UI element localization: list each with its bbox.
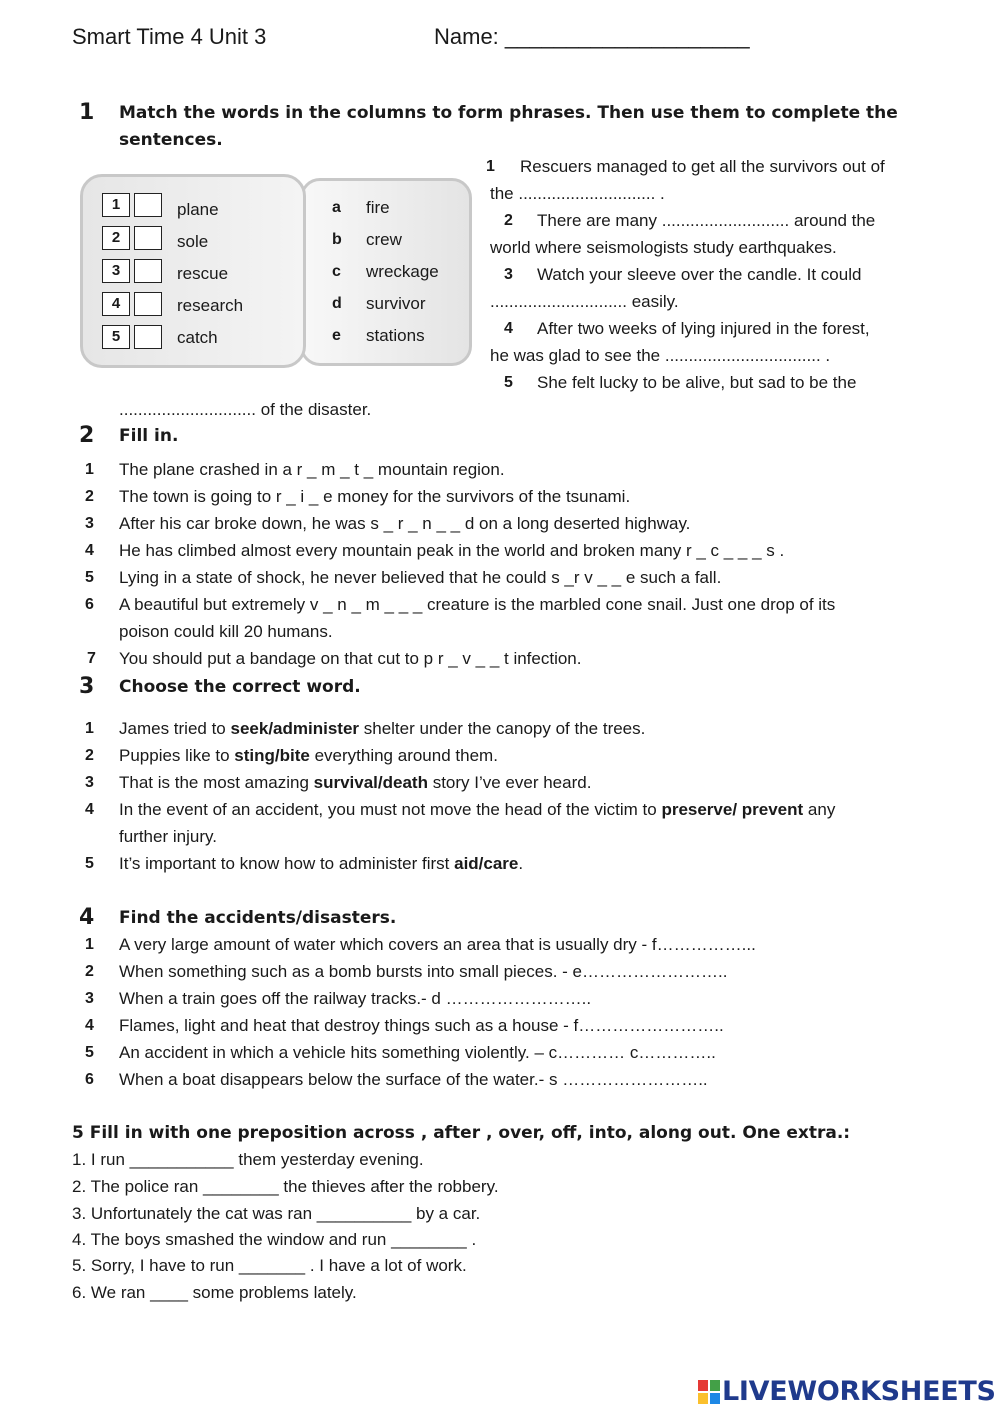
match-answer-box-3[interactable] xyxy=(134,259,162,283)
s5-item-5: 5. Sorry, I have to run _______ . I have a lot of work. xyxy=(72,1256,467,1275)
s3-choice-3[interactable]: survival/death xyxy=(313,773,428,792)
s1-sentence-2-line2: world where seismologists study earthquakes. xyxy=(490,238,837,257)
match-left-word-1: plane xyxy=(177,200,219,219)
s1-sentence-5-line1: She felt lucky to be alive, but sad to be the xyxy=(537,373,857,392)
s5-item-6: 6. We ran ____ some problems lately. xyxy=(72,1283,357,1302)
s4-item-6: When a boat disappears below the surface of the water.- s …………………….. xyxy=(119,1070,708,1089)
s3-choice-2[interactable]: sting/bite xyxy=(234,746,310,765)
s4-item-1: A very large amount of water which covers an area that is usually dry - f……………... xyxy=(119,935,756,954)
s3-item-num-4: 4 xyxy=(85,801,94,818)
s2-item-num-4: 4 xyxy=(85,542,94,559)
s1-sentence-num-1: 1 xyxy=(486,158,495,175)
s2-item-num-2: 2 xyxy=(85,488,94,505)
match-right-letter-c: c xyxy=(332,263,341,280)
section-1-number: 1 xyxy=(79,100,95,125)
s1-sentence-2-line1: There are many ........................... around the xyxy=(537,211,876,230)
s2-item-num-6: 6 xyxy=(85,596,94,613)
s4-item-num-4: 4 xyxy=(85,1017,94,1034)
match-answer-box-5[interactable] xyxy=(134,325,162,349)
section-2-title: Fill in. xyxy=(119,426,179,446)
s3-item-num-1: 1 xyxy=(85,720,94,737)
match-right-word-a: fire xyxy=(366,198,390,217)
s3-item-5: It’s important to know how to administer first aid/care. xyxy=(119,854,524,873)
s4-item-2: When something such as a bomb bursts into small pieces. - e…………………….. xyxy=(119,962,728,981)
s2-item-2: The town is going to r _ i _ e money for the survivors of the tsunami. xyxy=(119,487,631,506)
match-answer-box-4[interactable] xyxy=(134,292,162,316)
s2-item-4: He has climbed almost every mountain peak in the world and broken many r _ c _ _ _ s . xyxy=(119,541,785,560)
s5-item-2: 2. The police ran ________ the thieves after the robbery. xyxy=(72,1177,499,1196)
match-right-word-b: crew xyxy=(366,230,402,249)
s1-sentence-num-2: 2 xyxy=(504,212,513,229)
match-right-letter-a: a xyxy=(332,199,341,216)
name-field-label: Name: ____________________ xyxy=(434,24,750,49)
section-5-title: 5 Fill in with one preposition across , after , over, off, into, along out. One extra.: xyxy=(72,1123,851,1143)
s4-item-num-6: 6 xyxy=(85,1071,94,1088)
s2-item-num-1: 1 xyxy=(85,461,94,478)
match-right-letter-d: d xyxy=(332,295,342,312)
s3-item-1: James tried to seek/administer shelter under the canopy of the trees. xyxy=(119,719,646,738)
match-number-1: 1 xyxy=(102,193,130,217)
match-number-3: 3 xyxy=(102,259,130,283)
s2-item-7: You should put a bandage on that cut to p r _ v _ _ t infection. xyxy=(119,649,582,668)
match-number-4: 4 xyxy=(102,292,130,316)
s2-item-num-3: 3 xyxy=(85,515,94,532)
match-left-word-4: research xyxy=(177,296,244,315)
s4-item-num-5: 5 xyxy=(85,1044,94,1061)
s1-sentence-3-line1: Watch your sleeve over the candle. It could xyxy=(537,265,862,284)
section-3-number: 3 xyxy=(79,674,95,699)
s1-sentence-1-line2: the ............................. . xyxy=(490,184,665,203)
section-2-number: 2 xyxy=(79,423,95,448)
s4-item-4: Flames, light and heat that destroy things such as a house - f…………………….. xyxy=(119,1016,724,1035)
match-right-word-e: stations xyxy=(366,326,425,345)
match-number-2: 2 xyxy=(102,226,130,250)
liveworksheets-logo-text: LIVEWORKSHEETS xyxy=(722,1376,996,1407)
match-left-word-5: catch xyxy=(177,328,218,347)
s1-sentence-num-4: 4 xyxy=(504,320,513,337)
s4-item-num-2: 2 xyxy=(85,963,94,980)
s2-item-1: The plane crashed in a r _ m _ t _ mountain region. xyxy=(119,460,505,479)
s4-item-5: An accident in which a vehicle hits something violently. – c………… c………….. xyxy=(119,1043,716,1062)
match-left-word-3: rescue xyxy=(177,264,229,283)
s3-choice-1[interactable]: seek/administer xyxy=(230,719,360,738)
match-right-word-d: survivor xyxy=(366,294,426,313)
s3-item-num-5: 5 xyxy=(85,855,94,872)
s2-item-num-5: 5 xyxy=(85,569,94,586)
liveworksheets-logo-icon xyxy=(698,1380,720,1404)
s5-item-4: 4. The boys smashed the window and run ________ . xyxy=(72,1230,477,1249)
s3-item-4-line2: further injury. xyxy=(119,827,217,846)
s2-item-num-7: 7 xyxy=(87,650,96,667)
s1-sentence-3-line2: ............................. easily. xyxy=(490,292,679,311)
s3-choice-5[interactable]: aid/care xyxy=(454,854,519,873)
s5-item-3: 3. Unfortunately the cat was ran __________ by a car. xyxy=(72,1204,481,1223)
s1-sentence-5-line2: ............................. of the disaster. xyxy=(119,400,372,419)
match-right-letter-b: b xyxy=(332,231,342,248)
s3-item-num-3: 3 xyxy=(85,774,94,791)
s4-item-3: When a train goes off the railway tracks.- d …………………….. xyxy=(119,989,592,1008)
s3-choice-4[interactable]: preserve/ prevent xyxy=(661,800,804,819)
s3-item-num-2: 2 xyxy=(85,747,94,764)
s3-item-3: That is the most amazing survival/death story I’ve ever heard. xyxy=(119,773,592,792)
s1-sentence-1-line1: Rescuers managed to get all the survivors out of xyxy=(520,157,885,176)
section-1-title-line2: sentences. xyxy=(119,130,223,150)
s1-sentence-num-3: 3 xyxy=(504,266,513,283)
s2-item-5: Lying in a state of shock, he never believed that he could s _r v _ _ e such a fall. xyxy=(119,568,722,587)
section-4-title: Find the accidents/disasters. xyxy=(119,908,397,928)
worksheet-title: Smart Time 4 Unit 3 xyxy=(72,24,267,49)
match-answer-box-1[interactable] xyxy=(134,193,162,217)
s1-sentence-num-5: 5 xyxy=(504,374,513,391)
section-1-title-line1: Match the words in the columns to form phrases. Then use them to complete the xyxy=(119,103,898,123)
match-right-word-c: wreckage xyxy=(366,262,439,281)
s1-sentence-4-line2: he was glad to see the ................................. . xyxy=(490,346,831,365)
match-answer-box-2[interactable] xyxy=(134,226,162,250)
s5-item-1: 1. I run ___________ them yesterday evening. xyxy=(72,1150,424,1169)
s1-sentence-4-line1: After two weeks of lying injured in the forest, xyxy=(537,319,870,338)
section-4-number: 4 xyxy=(79,905,95,930)
s2-item-3: After his car broke down, he was s _ r _ n _ _ d on a long deserted highway. xyxy=(119,514,691,533)
s3-item-2: Puppies like to sting/bite everything around them. xyxy=(119,746,498,765)
s3-item-4-line1: In the event of an accident, you must not move the head of the victim to preserve/ prevent any xyxy=(119,800,836,819)
s2-item-6-line1: A beautiful but extremely v _ n _ m _ _ _ creature is the marbled cone snail. Just one drop of its xyxy=(119,595,836,614)
match-right-letter-e: e xyxy=(332,327,341,344)
s4-item-num-3: 3 xyxy=(85,990,94,1007)
s4-item-num-1: 1 xyxy=(85,936,94,953)
section-3-title: Choose the correct word. xyxy=(119,677,361,697)
s2-item-6-line2: poison could kill 20 humans. xyxy=(119,622,333,641)
match-left-word-2: sole xyxy=(177,232,209,251)
match-number-5: 5 xyxy=(102,325,130,349)
